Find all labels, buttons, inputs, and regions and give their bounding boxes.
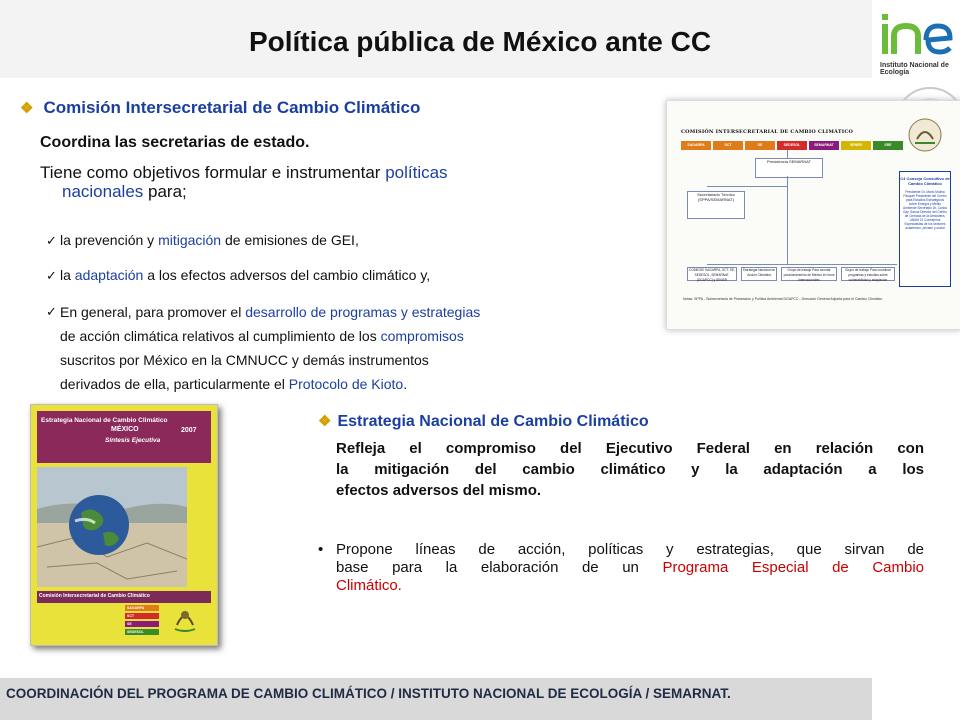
cover-tags [125, 605, 159, 637]
heading-estrategia: ❖ Estrategia Nacional de Cambio Climático [318, 413, 649, 430]
page-title: Política pública de México ante CC [248, 26, 712, 57]
refleja-text: Refleja el compromiso del Ejecutivo Federal en relación con la mitigación del cambio climático y la adaptación a los efectos adversos del mismo. [336, 440, 924, 499]
mexico-seal-icon [907, 117, 943, 153]
agency-tag: SAGARPA [681, 141, 711, 150]
checkmark-icon: ✓ [46, 268, 57, 283]
mexico-seal-icon [171, 603, 199, 633]
cover-country: MÉXICO [111, 426, 139, 433]
cover-title: Estrategia Nacional de Cambio Climático [41, 417, 168, 424]
org-box-presidencia: Presidencia SEMARNAT [755, 158, 823, 178]
propone-text: • Propone líneas de acción, políticas y estrategias, que sirvan de base para la elaboración de un Programa Especial de Cambio Climático. [318, 541, 925, 594]
footer-text: COORDINACIÓN DEL PROGRAMA DE CAMBIO CLIMÁTICO / INSTITUTO NACIONAL DE ECOLOGÍA / SEMARNAT. [6, 686, 731, 701]
bullet-icon: • [318, 541, 324, 558]
org-notes: Notas: SPPA - Subsecretaría de Planeación y Política Ambiental DGAPCC - Dirección General Adjunta para el Cambio Climático [683, 297, 883, 301]
diamond-bullet-icon: ❖ [20, 100, 34, 117]
org-box-grupo1: Grupo de trabajo Para acordar posicionamiento de México en foros internacionales [781, 267, 837, 281]
agency-tag: SEDESOL [777, 141, 807, 150]
checkmark-icon: ✓ [46, 233, 57, 248]
cover-subtitle: Síntesis Ejecutiva [105, 437, 161, 444]
logo-caption: Instituto Nacional de Ecología [880, 62, 949, 76]
c4-title: C4 Consejo Consultivo de Cambio Climático [900, 176, 950, 186]
cover-year: 2007 [181, 427, 197, 434]
earth-landscape-icon [37, 467, 187, 587]
org-chart-title: COMISIÓN INTERSECRETARIAL DE CAMBIO CLIMÁTICO [681, 129, 854, 135]
agency-tag: SEMARNAT [809, 141, 839, 150]
cover-band-text: Comisión Intersecretarial de Cambio Climático [39, 593, 150, 599]
org-agency-bar [681, 141, 905, 150]
coordina-text: Coordina las secretarias de estado. [40, 134, 310, 151]
agency-tag: SCT [713, 141, 743, 150]
cover-tag: SE [125, 621, 159, 627]
org-box-c4 [899, 171, 951, 287]
org-box-comegei: COMEGEI SAGARPA, SCT, SE, SEDESOL, SEMARNAT, (DGAPCC) y SENER [687, 267, 737, 281]
list-item-adaptacion: ✓ la adaptación a los efectos adversos del cambio climático y, [46, 267, 431, 283]
cover-tag: SEDESOL [125, 629, 159, 635]
cover-earth-image [37, 467, 187, 587]
org-box-estrategia: Estrategia Nacional de Acción Climática [741, 267, 777, 281]
checkmark-icon: ✓ [46, 304, 57, 319]
agency-tag: SRE [873, 141, 903, 150]
cover-tag: SAGARPA [125, 605, 159, 611]
strategy-cover-image [30, 404, 218, 646]
heading-comision: ❖ Comisión Intersecretarial de Cambio Climático [20, 98, 421, 117]
diamond-bullet-icon: ❖ [318, 413, 332, 430]
list-item-prevencion: ✓ la prevención y mitigación de emisiones de GEI, [46, 232, 359, 248]
org-chart-image [666, 100, 960, 330]
c4-body: Presidente Dr. Mario Molina Pasquel Presidente del Centro para Estudios Estratégicos sobre Energía y Medio Ambiente Secretario Dr. Carlos Gay García Director del Centro de Ciencias de la Atmósfera, UNAM 21 Consejeros Especialistas de los sectores académico, privado y social [903, 190, 947, 230]
org-box-grupo2: Grupo de trabajo Para coordinar programas y estudios sobre vulnerabilidad y adaptación [841, 267, 895, 281]
cover-tag: SCT [125, 613, 159, 619]
agency-tag: SE [745, 141, 775, 150]
org-box-secretariado: Secretariado Técnico (SPPA/SEMARNAT) [687, 191, 745, 219]
list-item-general: ✓ En general, para promover el desarrollo de programas y estrategias de acción climática relativos al cumplimiento de los compromisos suscritos por México en la CMNUCC y demás instrumentos derivados de ella, particularmente el Protocolo de Kioto. [46, 300, 661, 396]
objetivo-text: Tiene como objetivos formular e instrumentar políticas nacionales para; [40, 163, 448, 201]
agency-tag: SENER [841, 141, 871, 150]
